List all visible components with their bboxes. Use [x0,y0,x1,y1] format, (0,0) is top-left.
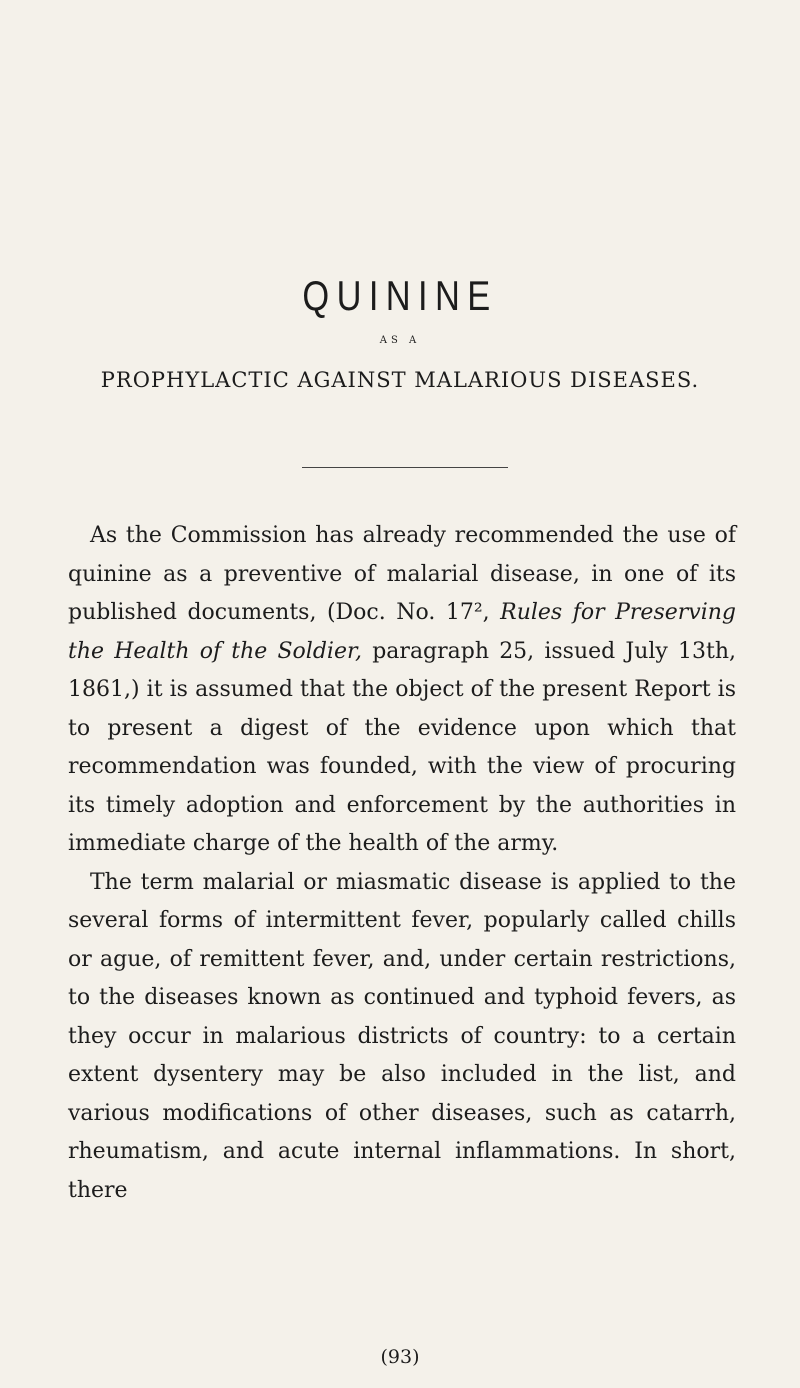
paragraph-text: The term malarial or miasmatic disease is applied to the several forms of intermittent fever, popularly called chills or ague, of remittent fever, and, under certain restrictions, to the diseases known as continued and typhoid fevers, as they occur in malarious districts of country: to a certain extent dysentery may be also included in the list, and various modifications of other diseases, such as catarrh, rheumatism, and acute internal inflammations. In short, there [68,869,736,1203]
paragraph [68,517,736,864]
page-title: QUININE [302,272,498,319]
divider-rule [302,467,508,468]
paragraph-italic-title: Rules for Preserving the Health of the Soldier, [68,600,736,664]
page-subtitle: PROPHYLACTIC AGAINST MALARIOUS DISEASES. [100,368,700,392]
body-text [68,517,736,1210]
paragraph-text: paragraph 25, issued July 13th, 1861,) it is assumed that the object of the present Report is to present a digest of the evidence upon which that recommendation was founded, with the view of procuring its timely adoption and enforcement by the authorities in immediate charge of the health of the army. [68,638,737,856]
title-connector: AS A [379,335,421,346]
page-number: (93) [380,1346,420,1368]
paragraph [68,864,736,1211]
paragraph-text: As the Commission has already recommended the use of quinine as a preventive of malarial disease, in one of its published documents, (Doc. No. 17², [68,523,736,625]
